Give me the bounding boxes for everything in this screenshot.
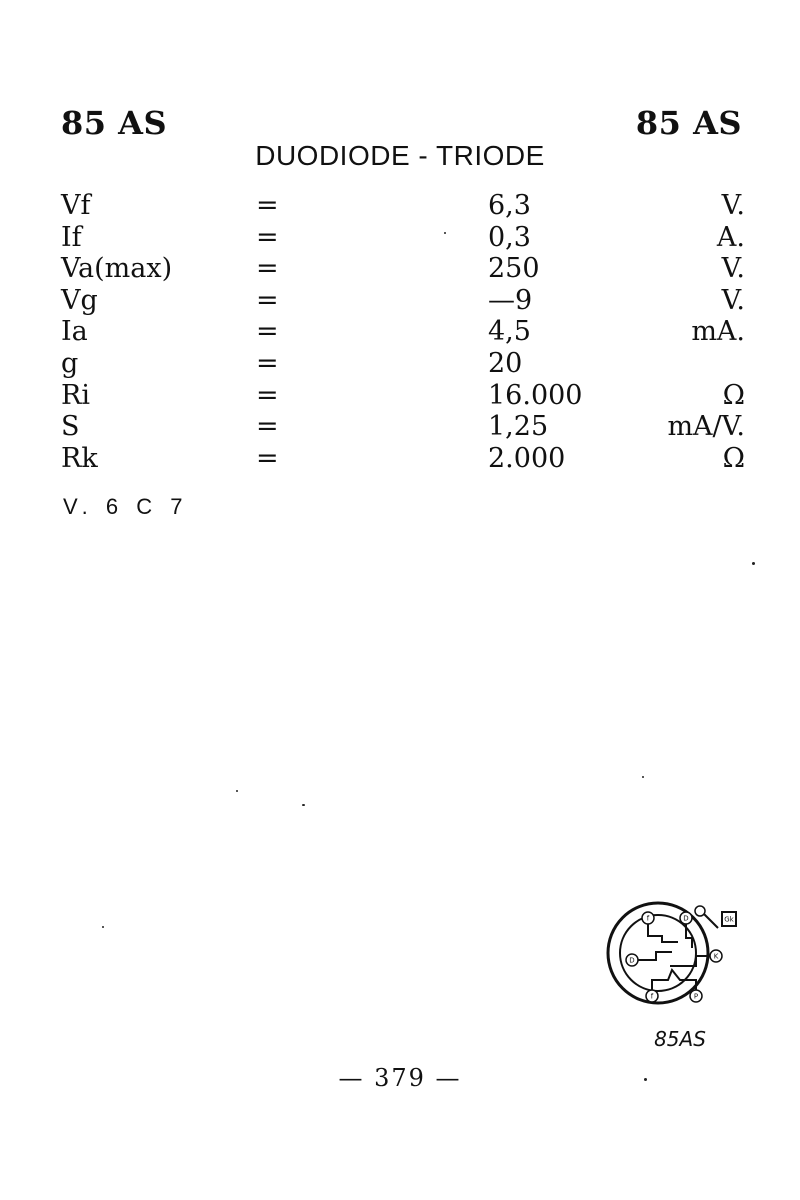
- pin-label: P: [693, 992, 699, 1001]
- spec-equals: =: [256, 442, 279, 474]
- tube-type-title: DUODIODE - TRIODE: [255, 140, 545, 171]
- spec-equals: =: [256, 379, 279, 411]
- spec-unit: A.: [716, 221, 745, 253]
- equivalent-tube: V. 6 C 7: [63, 494, 189, 519]
- spec-row: [61, 285, 745, 317]
- spec-unit: Ω: [722, 442, 745, 474]
- spec-equals: =: [256, 411, 279, 443]
- spec-value: 16.000: [488, 379, 583, 411]
- scan-speck: [102, 926, 104, 928]
- spec-symbol: Ia: [61, 316, 88, 348]
- pin-label: f: [650, 992, 654, 1001]
- spec-symbol: Va(max): [61, 253, 173, 285]
- spec-value: 6,3: [488, 190, 531, 221]
- spec-equals: =: [256, 284, 279, 316]
- spec-value: —9: [488, 284, 533, 316]
- spec-row: [61, 190, 745, 222]
- spec-row: [61, 316, 745, 348]
- scan-speck: [752, 562, 755, 565]
- scan-speck: [302, 804, 305, 806]
- spec-equals: =: [256, 316, 279, 348]
- spec-symbol: Rk: [61, 442, 98, 474]
- pin-label: D: [683, 914, 689, 923]
- spec-value: 250: [488, 253, 540, 285]
- spec-value: 20: [488, 347, 523, 379]
- spec-symbol: Ri: [61, 379, 90, 411]
- spec-unit: Ω: [722, 379, 745, 411]
- spec-symbol: S: [61, 411, 80, 443]
- spec-row: [61, 380, 745, 412]
- pin-label: K: [713, 952, 719, 961]
- spec-unit: V.: [721, 253, 745, 285]
- spec-symbol: Vg: [61, 284, 98, 316]
- spec-value: 4,5: [488, 316, 531, 348]
- diagram-caption: 85AS: [654, 1027, 706, 1051]
- spec-equals: =: [256, 253, 279, 285]
- spec-symbol: If: [61, 221, 82, 253]
- spec-symbol: Vf: [61, 190, 91, 221]
- scan-speck: [444, 232, 446, 234]
- spec-equals: =: [256, 190, 279, 221]
- spec-row: [61, 411, 745, 443]
- spec-unit: mA/V.: [667, 411, 745, 443]
- pin-lead: [670, 956, 710, 966]
- pin-lead: [638, 952, 672, 960]
- spec-unit: mA.: [691, 316, 745, 348]
- spec-equals: =: [256, 347, 279, 379]
- pin-label: Gk: [724, 915, 734, 924]
- spec-equals: =: [256, 221, 279, 253]
- spec-value: 0,3: [488, 221, 531, 253]
- scan-speck: [644, 1078, 647, 1081]
- pin-label: D: [629, 956, 635, 965]
- spec-row: [61, 443, 745, 475]
- page-number: — 379 —: [338, 1064, 462, 1092]
- pin-label: f: [646, 914, 650, 923]
- spec-row: [61, 253, 745, 285]
- spec-value: 1,25: [488, 411, 549, 443]
- spec-table: [61, 190, 745, 474]
- pinout-diagram: [600, 896, 750, 1056]
- pin-lead: [648, 924, 678, 942]
- spec-row: [61, 222, 745, 254]
- tube-code-left: 85 AS: [61, 104, 168, 142]
- spec-symbol: g: [61, 347, 79, 379]
- spec-unit: V.: [721, 190, 745, 221]
- scan-speck: [236, 790, 238, 792]
- spec-value: 2.000: [488, 442, 566, 474]
- pin-lead: [704, 914, 718, 928]
- scan-speck: [642, 776, 644, 778]
- spec-unit: V.: [721, 284, 745, 316]
- tube-code-right: 85 AS: [635, 104, 742, 142]
- spec-row: [61, 348, 745, 380]
